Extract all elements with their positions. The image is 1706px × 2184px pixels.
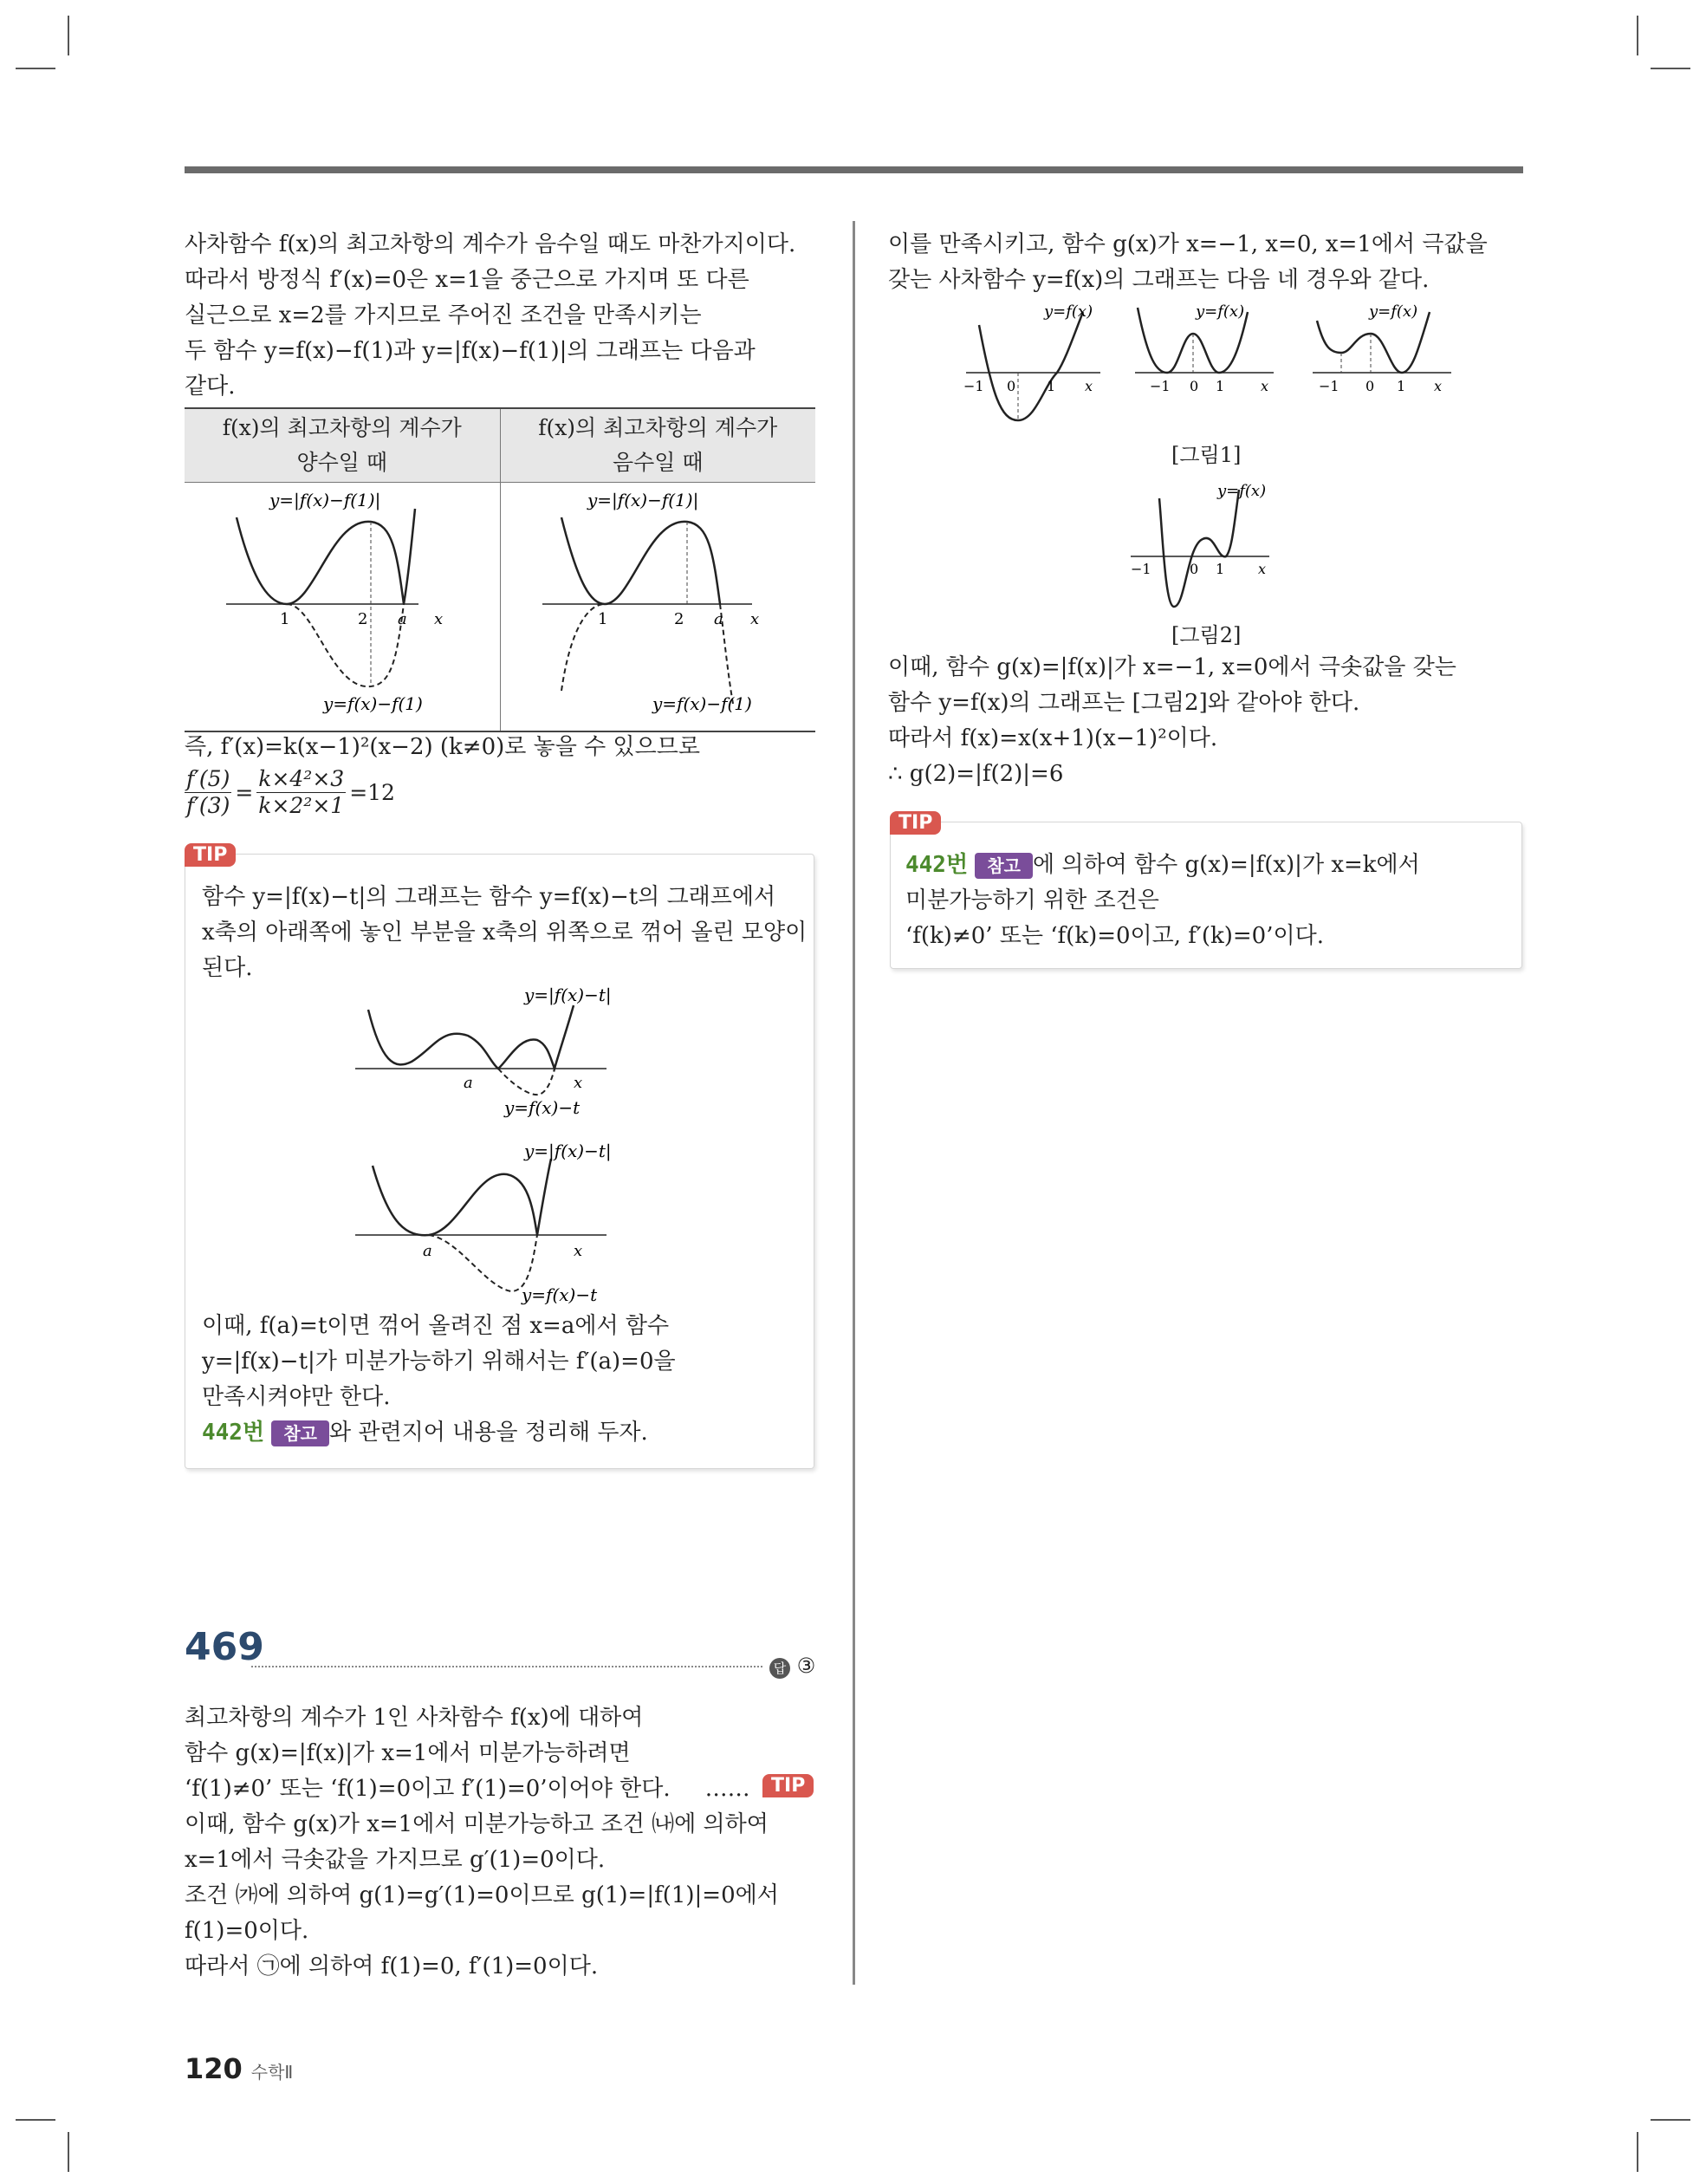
tick: 0	[1365, 378, 1375, 394]
tick: −1	[1131, 561, 1151, 577]
ref-text: 에 의하여 함수 g(x)=|f(x)|가 x=k에서	[1032, 852, 1420, 878]
text-line: 함수 g(x)=|f(x)|가 x=1에서 미분가능하려면	[185, 1740, 631, 1766]
text-line: 이를 만족시키고, 함수 g(x)가 x=−1, x=0, x=1에서 극값을	[888, 231, 1488, 257]
text-line: 따라서 f(x)=x(x+1)(x−1)²이다.	[888, 725, 1218, 751]
right-intro	[888, 227, 1488, 298]
text-line: 최고차항의 계수가 1인 사차함수 f(x)에 대하여	[185, 1705, 644, 1731]
crop-mark	[16, 68, 55, 69]
text-line: ∴ g(2)=|f(2)|=6	[888, 761, 1064, 787]
tip-tag: TIP	[185, 843, 236, 867]
text-line: y=|f(x)−t|가 미분가능하기 위해서는 f′(a)=0을	[202, 1349, 676, 1375]
tick: 0	[1007, 378, 1016, 394]
text-line: 함수 y=f(x)의 그래프는 [그림2]와 같아야 한다.	[888, 690, 1360, 716]
text-line: x축의 아래쪽에 놓인 부분을 x축의 위쪽으로 꺾어 올린 모양이	[202, 920, 808, 946]
graph-top-label: y=|f(x)−f(1)|	[587, 490, 698, 510]
axis-x: x	[574, 1074, 583, 1092]
subject-label: 수학Ⅱ	[250, 2062, 294, 2083]
tick: x	[1434, 378, 1443, 394]
axis-a: a	[423, 1242, 432, 1260]
tick-a: a	[398, 610, 407, 628]
text-line: 사차함수 f(x)의 최고차항의 계수가 음수일 때도 마찬가지이다.	[185, 231, 796, 257]
tick-1: 1	[597, 610, 607, 628]
crop-mark	[1651, 68, 1690, 69]
header-rule	[185, 166, 1523, 173]
tip-tag: TIP	[890, 811, 941, 835]
tick: x	[1261, 378, 1269, 394]
tick: x	[1085, 378, 1093, 394]
graph-negative	[501, 483, 814, 725]
reference-line	[905, 848, 1420, 883]
ref-tag: 참고	[271, 1420, 329, 1446]
ref-number: 442번	[905, 852, 969, 878]
graph-label: y=f(x)−t	[522, 1284, 598, 1305]
page-number: 120	[185, 2052, 243, 2085]
graph-cell-positive	[185, 483, 500, 732]
tip-marker: ……	[704, 1776, 750, 1802]
graph-case-2	[1131, 299, 1282, 429]
text-line: 실근으로 x=2를 가지므로 주어진 조건을 만족시키는	[185, 302, 702, 328]
tick: −1	[1319, 378, 1340, 394]
graph-figure-2	[1126, 477, 1300, 615]
text-line: 이때, f(a)=t이면 꺾어 올려진 점 x=a에서 함수	[202, 1313, 670, 1339]
text-line: 함수 y=|f(x)−t|의 그래프는 함수 y=f(x)−t의 그래프에서	[202, 884, 776, 910]
table-header-positive: f(x)의 최고차항의 계수가 양수일 때	[185, 408, 500, 483]
tick: 1	[1397, 378, 1406, 394]
tick: x	[1258, 561, 1267, 577]
text-line: 두 함수 y=f(x)−f(1)과 y=|f(x)−f(1)|의 그래프는 다음과	[185, 338, 756, 364]
text-line: 같다.	[185, 374, 236, 400]
text-line: 이때, 함수 g(x)가 x=1에서 미분가능하고 조건 ㈏에 의하여	[185, 1811, 769, 1837]
tip-text	[202, 880, 807, 986]
problem-number: 469	[185, 1625, 264, 1669]
tick: 0	[1190, 561, 1199, 577]
frac-num: f′(5)	[186, 766, 230, 791]
axis-a: a	[464, 1074, 473, 1092]
text-line: 이때, 함수 g(x)=|f(x)|가 x=−1, x=0에서 극솟값을 갖는	[888, 654, 1456, 680]
tick-a: a	[713, 610, 723, 628]
graph-label: y=f(x)	[1044, 302, 1093, 321]
problem-solution	[185, 1700, 779, 1985]
text-line: 미분가능하기 위한 조건은	[905, 887, 1159, 913]
frac-den: f′(3)	[186, 793, 230, 818]
tip-after-text	[202, 1309, 676, 1451]
right-after	[888, 650, 1456, 792]
tick-x: x	[749, 610, 759, 628]
tick-x: x	[434, 610, 444, 628]
ref-number: 442번	[202, 1420, 265, 1446]
text-line: 조건 ㈎에 의하여 g(1)=g′(1)=0이므로 g(1)=|f(1)|=0에서	[185, 1882, 779, 1908]
text-line: f(1)=0이다.	[185, 1918, 309, 1944]
frac-result: =12	[349, 780, 395, 805]
tick: 1	[1216, 561, 1225, 577]
graph-label: y=|f(x)−t|	[524, 1141, 612, 1161]
dotted-leader	[251, 1666, 762, 1667]
tick: 1	[1216, 378, 1225, 394]
answer-mark: 답	[769, 1658, 790, 1679]
ref-text: 와 관련지어 내용을 정리해 두자.	[328, 1420, 648, 1446]
reference-line	[202, 1415, 676, 1451]
text-line: ‘f(k)≠0’ 또는 ‘f(k)=0이고, f′(k)=0’이다.	[905, 923, 1324, 949]
crop-mark	[1637, 2132, 1638, 2172]
axis-x: x	[574, 1242, 583, 1260]
graph-label: y=|f(x)−t|	[524, 985, 612, 1005]
graph-cell-negative	[500, 483, 815, 732]
tip-graph-2	[347, 1140, 658, 1309]
crop-mark	[16, 2119, 55, 2121]
frac-den: k×2²×1	[258, 793, 345, 818]
frac-num: k×4²×3	[258, 766, 345, 791]
column-divider	[853, 221, 855, 1985]
graph-top-label: y=|f(x)−f(1)|	[269, 490, 381, 510]
graph-case-1	[962, 299, 1113, 429]
ref-tag: 참고	[975, 853, 1033, 879]
text-line: 즉, f′(x)=k(x−1)²(x−2) (k≠0)로 놓을 수 있으므로	[185, 734, 700, 760]
text-line: 따라서 방정식 f′(x)=0은 x=1을 중근으로 가지며 또 다른	[185, 267, 749, 293]
text-line: 된다.	[202, 955, 253, 981]
graph-bottom-label: y=f(x)−f(1)	[652, 693, 752, 714]
crop-mark	[1651, 2119, 1690, 2121]
left-after-table	[185, 730, 700, 765]
tick: 1	[1047, 378, 1056, 394]
comparison-table	[185, 407, 815, 732]
text-line: 만족시켜야만 한다.	[202, 1384, 391, 1410]
graph-label: y=f(x)	[1217, 482, 1267, 500]
page-footer	[185, 2052, 293, 2085]
graph-label: y=f(x)	[1196, 302, 1245, 321]
text-line: x=1에서 극솟값을 가지므로 g′(1)=0이다.	[185, 1847, 606, 1873]
crop-mark	[68, 2132, 69, 2172]
text-line: 갖는 사차함수 y=f(x)의 그래프는 다음 네 경우와 같다.	[888, 267, 1430, 293]
tick: −1	[963, 378, 984, 394]
crop-mark	[1637, 16, 1638, 55]
graph-label: y=f(x)	[1369, 302, 1418, 321]
tick-1: 1	[280, 610, 290, 628]
tip-right-text	[905, 848, 1420, 954]
caption-figure-1: [그림1]	[1171, 443, 1242, 467]
tick: 0	[1190, 378, 1199, 394]
crop-mark	[68, 16, 69, 55]
fraction-equation: $\frac{f'(5)}{f'(3)}$ = $\frac{\text{k×4²×3}}{\text{k×2²×1}}$ =12	[186, 766, 395, 818]
tick-2: 2	[673, 610, 684, 628]
tip-tag: TIP	[762, 1774, 814, 1797]
left-intro	[185, 227, 795, 405]
graph-positive	[185, 483, 498, 725]
tip-graph-1	[347, 984, 658, 1122]
text-line: 따라서 ㉠에 의하여 f(1)=0, f′(1)=0이다.	[185, 1953, 599, 1979]
graph-case-3	[1308, 299, 1460, 429]
table-header-negative: f(x)의 최고차항의 계수가 음수일 때	[500, 408, 815, 483]
tick: −1	[1150, 378, 1171, 394]
graph-label: y=f(x)−t	[504, 1097, 581, 1118]
tick-2: 2	[358, 610, 368, 628]
answer	[769, 1654, 815, 1679]
graph-bottom-label: y=f(x)−f(1)	[323, 693, 423, 714]
caption-figure-2: [그림2]	[1171, 623, 1242, 647]
answer-value: ③	[796, 1654, 816, 1678]
text-line: ‘f(1)≠0’ 또는 ‘f(1)=0이고 f′(1)=0’이어야 한다. ……	[185, 1776, 750, 1802]
